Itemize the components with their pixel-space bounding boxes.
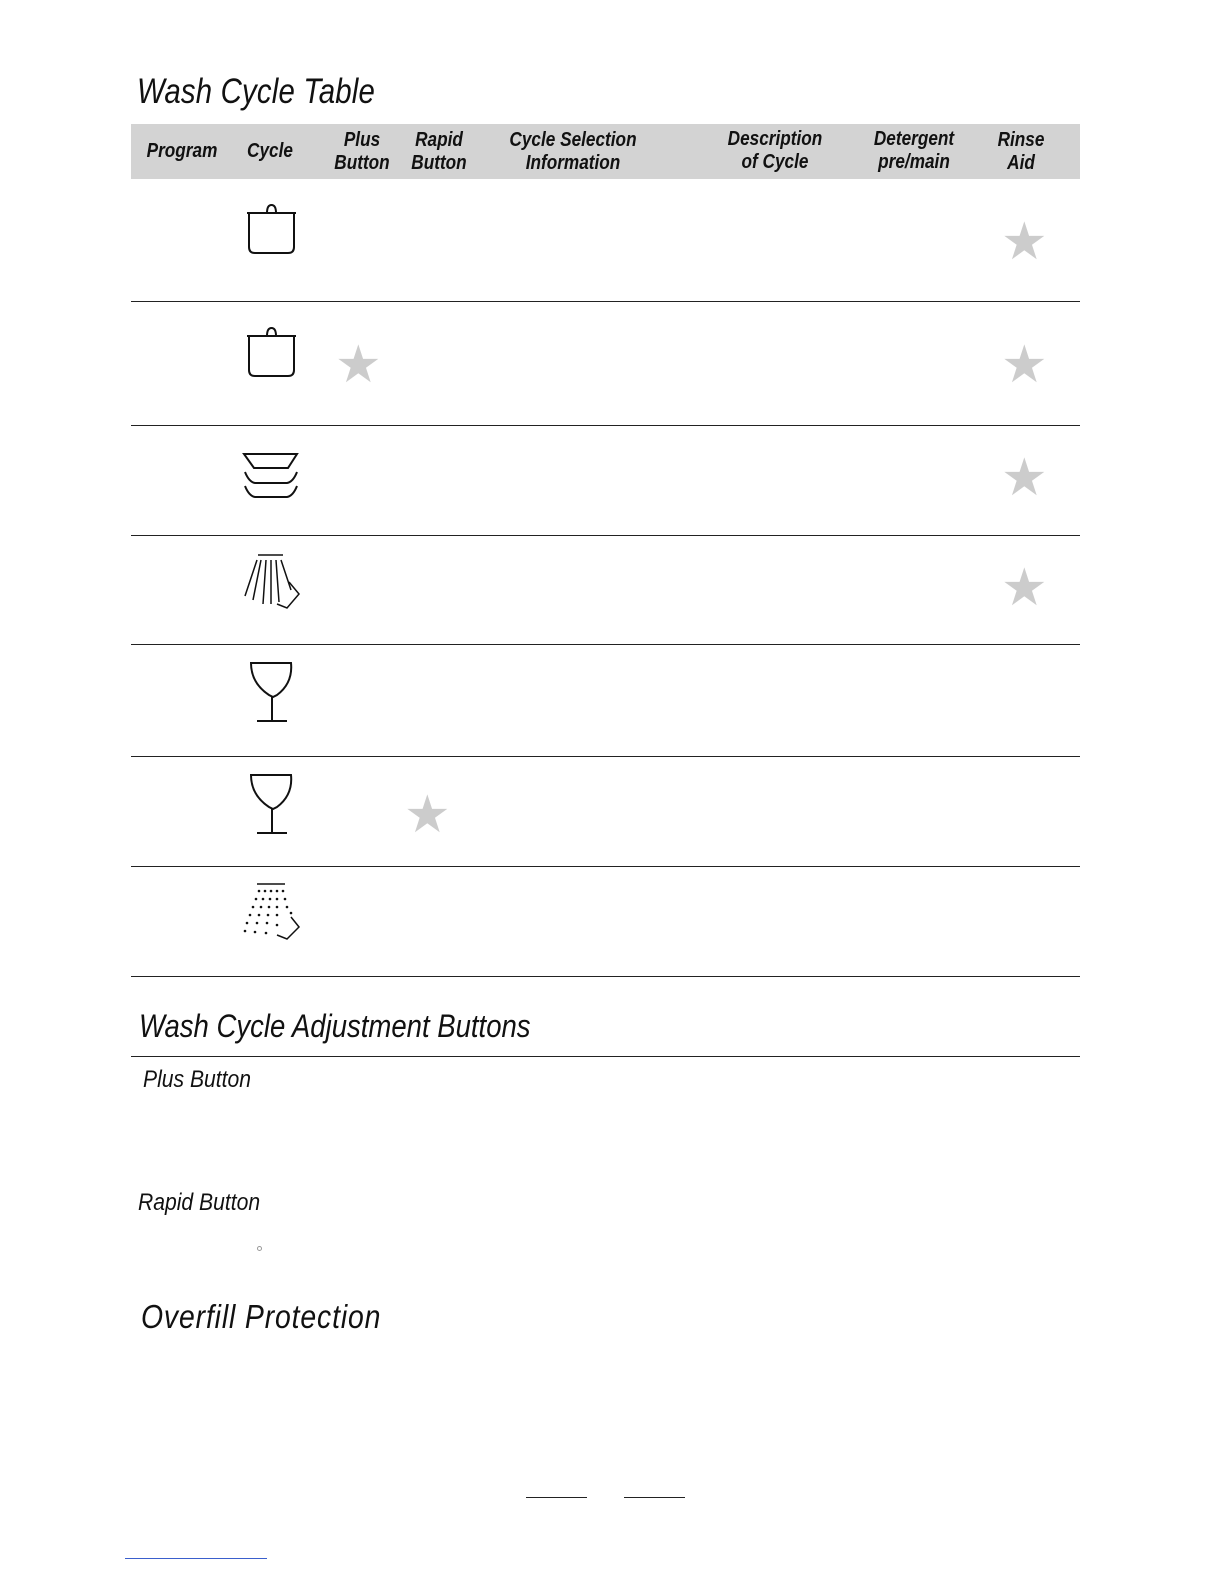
table-row [131,302,1080,426]
spray-lines-icon [241,552,305,612]
header-program: Program [146,140,218,162]
table-row [131,179,1080,302]
rapid-button-star-icon: ★ [404,785,451,845]
page-title: Wash Cycle Table [137,72,376,111]
wine-glass-icon [247,771,297,837]
header-detergent: Detergent pre/main [873,128,955,173]
plates-icon [241,450,303,502]
pot-icon [242,324,302,380]
header-rinse-aid: Rinse Aid [997,129,1045,174]
rinse-aid-star-icon: ★ [1001,558,1048,618]
rinse-aid-star-icon: ★ [1001,335,1048,395]
link-underline [125,1558,267,1559]
header-description: Description of Cycle [727,128,823,173]
table-row [131,536,1080,645]
header-plus-button: Plus Button [334,129,390,174]
section-divider [131,1056,1080,1057]
table-header [131,124,1080,179]
pot-icon [242,201,302,257]
spray-dots-icon [239,881,305,943]
footer-line-left [526,1497,587,1498]
table-row [131,645,1080,757]
plus-button-heading: Plus Button [143,1066,252,1093]
plus-button-star-icon: ★ [335,335,382,395]
wine-glass-icon [247,659,297,725]
overfill-heading: Overfill Protection [141,1298,382,1335]
header-cycle: Cycle [247,140,293,162]
rinse-aid-star-icon: ★ [1001,212,1048,272]
bullet-mark [257,1246,262,1251]
table-row [131,867,1080,977]
footer-line-right [624,1497,685,1498]
adjustment-heading: Wash Cycle Adjustment Buttons [139,1008,531,1044]
table-row [131,426,1080,536]
rinse-aid-star-icon: ★ [1001,448,1048,508]
header-rapid-button: Rapid Button [411,129,467,174]
header-cycle-selection: Cycle Selection Information [509,129,637,174]
table-row [131,757,1080,867]
rapid-button-heading: Rapid Button [138,1189,261,1216]
